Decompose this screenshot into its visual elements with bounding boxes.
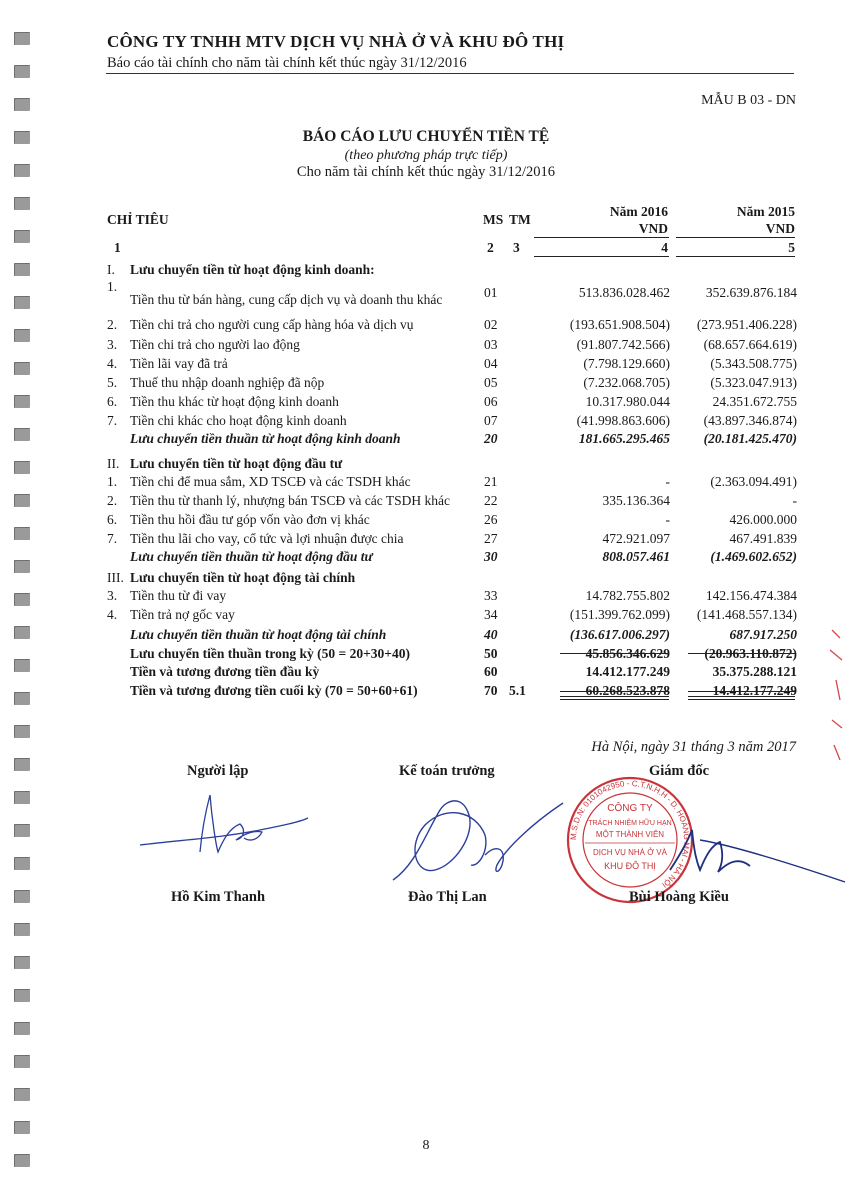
row-label: Tiền thu khác từ hoạt động kinh doanh [130,394,339,409]
value-2016: (193.651.908.504) [569,317,670,332]
row-code: 34 [484,607,498,622]
column-rule-2016 [534,237,669,238]
table-row [107,337,797,355]
preparer-title: Người lập [187,763,249,779]
row-code: 50 [484,646,498,661]
table-row [107,375,797,393]
row-label: Tiền chi trả cho người lao động [130,337,300,352]
binding-hole [14,1055,30,1068]
value-2016: 45.856.346.629 [585,646,670,661]
row-number: 5. [107,375,118,390]
value-2015: (68.657.664.619) [703,337,797,352]
row-code: 06 [484,394,498,409]
value-2015: (2.363.094.491) [710,474,797,489]
column-rule-2015-bottom [676,256,795,257]
row-label: Tiền lãi vay đã trả [130,356,228,371]
binding-hole [14,593,30,606]
binding-hole [14,725,30,738]
total-underline [560,653,669,654]
table-row [107,493,797,511]
row-label: Lưu chuyển tiền từ hoạt động đầu tư [130,456,343,471]
report-title: BÁO CÁO LƯU CHUYỂN TIỀN TỆ [302,128,550,145]
row-label: Lưu chuyển tiền từ hoạt động tài chính [130,570,356,585]
binding-hole [14,329,30,342]
binding-hole [14,1154,30,1167]
binding-hole [14,890,30,903]
preparer-signature [140,790,310,870]
row-number: 2. [107,317,118,332]
report-subtitle: Báo cáo tài chính cho năm tài chính kết thúc ngày 31/12/2016 [107,55,467,71]
binding-hole [14,461,30,474]
binding-hole [14,560,30,573]
director-name: Bùi Hoàng Kiều [629,889,729,905]
binding-hole [14,1022,30,1035]
value-2015: (5.323.047.913) [710,375,797,390]
row-code: 60 [484,664,498,679]
binding-hole [14,824,30,837]
binding-hole [14,197,30,210]
total-underline [688,653,795,654]
value-2015: (141.468.557.134) [696,607,797,622]
value-2016: 10.317.980.044 [585,394,670,409]
value-2015: 14.412.177.249 [712,683,797,698]
row-label: Lưu chuyển tiền từ hoạt động kinh doanh: [130,262,375,277]
row-label: Tiền thu từ đi vay [130,588,227,603]
value-2016: 513.836.028.462 [578,285,670,300]
row-number: 1. [107,474,118,489]
row-label: Tiền thu từ bán hàng, cung cấp dịch vụ và doanh thu khác [130,292,443,307]
column-rule-2015 [676,237,795,238]
row-number: 2. [107,493,118,508]
column-number-5: 5 [788,240,795,255]
accountant-name: Đào Thị Lan [408,889,487,905]
binding-hole [14,923,30,936]
value-2015: (20.181.425.470) [703,431,797,446]
value-2016: (136.617.006.297) [569,627,670,642]
binding-hole [14,362,30,375]
binding-hole [14,989,30,1002]
row-number: 6. [107,394,118,409]
binding-hole [14,659,30,672]
value-2016: (91.807.742.566) [576,337,670,352]
director-title: Giám đốc [649,763,710,779]
row-code: 04 [484,356,498,371]
report-method: (theo phương pháp trực tiếp) [344,148,508,163]
value-2016: 808.057.461 [602,549,670,564]
value-2015: (20.963.110.872) [704,646,797,661]
value-2015: - [792,493,797,508]
row-code: 30 [484,549,498,564]
accountant-title: Kế toán trưởng [399,763,495,779]
binding-hole [14,32,30,45]
value-2015: 352.639.876.184 [705,285,797,300]
row-code: 27 [484,531,498,546]
row-code: 03 [484,337,498,352]
table-row [107,664,797,682]
binding-hole [14,857,30,870]
table-row [107,607,797,625]
row-code: 70 [484,683,498,698]
value-2015: (43.897.346.874) [703,413,797,428]
column-number-3: 3 [513,240,520,255]
row-number: I. [107,262,115,277]
total-double-underline [688,696,795,697]
row-number: 6. [107,512,118,527]
total-double-underline [688,699,795,700]
binding-hole [14,758,30,771]
stamp-line: DỊCH VỤ NHÀ Ở VÀ [593,848,667,857]
margin-marks [826,620,848,770]
form-code: MẪU B 03 - DN [701,93,796,108]
row-code: 40 [484,627,498,642]
value-2016: 14.782.755.802 [585,588,670,603]
preparer-name: Hồ Kim Thanh [171,889,266,905]
row-label: Lưu chuyển tiền thuần từ hoạt động tài chính [130,627,387,642]
row-label: Lưu chuyển tiền thuần trong kỳ (50 = 20+30+40) [130,646,410,661]
row-code: 26 [484,512,498,527]
value-2016: 472.921.097 [602,531,670,546]
table-row [107,627,797,645]
row-label: Tiền chi trả cho người cung cấp hàng hóa và dịch vụ [130,317,414,332]
value-2015: 467.491.839 [729,531,797,546]
value-2015: 687.917.250 [729,627,797,642]
column-rule-2016-bottom [534,256,669,257]
row-code: 07 [484,413,498,428]
row-note: 5.1 [509,683,526,698]
row-code: 20 [484,431,498,446]
row-label: Tiền chi khác cho hoạt động kinh doanh [130,413,347,428]
table-row [107,279,797,307]
value-2016: - [665,512,670,527]
total-underline [560,691,669,692]
table-row [107,456,797,474]
binding-hole [14,791,30,804]
total-underline [688,691,795,692]
value-2016: (41.998.863.606) [576,413,670,428]
total-double-underline [560,696,669,697]
value-2015: (273.951.406.228) [696,317,797,332]
binding-hole [14,230,30,243]
row-label: Tiền và tương đương tiền đầu kỳ [130,664,320,679]
table-row [107,474,797,492]
column-header-2016-unit: VND [638,221,668,236]
column-header-2016-year: Năm 2016 [609,204,668,219]
value-2016: (151.399.762.099) [569,607,670,622]
value-2016: (7.798.129.660) [583,356,670,371]
binding-hole [14,98,30,111]
row-label: Tiền chi để mua sắm, XD TSCĐ và các TSDH khác [130,474,411,489]
column-number-2: 2 [487,240,494,255]
value-2016: 60.268.523.878 [585,683,670,698]
value-2015: 426.000.000 [729,512,797,527]
binding-hole [14,428,30,441]
column-header-ms: MS [483,212,504,227]
director-signature [640,800,850,890]
accountant-signature [385,795,565,895]
page-number: 8 [422,1138,430,1153]
table-row [107,531,797,549]
column-header-2015-unit: VND [765,221,795,236]
table-row [107,413,797,431]
stamp-line: TRÁCH NHIỆM HỮU HẠN [588,820,672,827]
value-2015: (1.469.602.652) [710,549,797,564]
column-number-1: 1 [114,240,121,255]
table-row [107,356,797,374]
row-number: 7. [107,413,118,428]
table-row [107,262,797,280]
stamp-line: MỘT THÀNH VIÊN [595,830,665,839]
row-number: 3. [107,337,118,352]
row-label: Tiền và tương đương tiền cuối kỳ (70 = 50+60+61) [130,683,418,698]
row-label: Tiền trả nợ gốc vay [130,607,235,622]
row-label: Lưu chuyển tiền thuần từ hoạt động đầu tư [130,549,373,564]
binding-hole [14,527,30,540]
row-number: 4. [107,607,118,622]
row-label: Tiền thu từ thanh lý, nhượng bán TSCĐ và các TSDH khác [130,493,450,508]
total-double-underline [560,699,669,700]
column-header-item: CHỈ TIÊU [107,212,169,227]
binding-hole [14,692,30,705]
row-label: Tiền thu lãi cho vay, cổ tức và lợi nhuận được chia [130,531,404,546]
binding-hole [14,626,30,639]
row-code: 22 [484,493,498,508]
binding-hole [14,296,30,309]
binding-hole [14,395,30,408]
place-date: Hà Nội, ngày 31 tháng 3 năm 2017 [591,739,796,755]
table-row [107,570,797,588]
binding-hole [14,956,30,969]
row-code: 33 [484,588,498,603]
row-number: 7. [107,531,118,546]
row-code: 02 [484,317,498,332]
row-label: Thuế thu nhập doanh nghiệp đã nộp [130,375,325,390]
stamp-line: KHU ĐÔ THỊ [604,861,656,871]
value-2016: 14.412.177.249 [585,664,670,679]
stamp-line: CÔNG TY [607,803,653,814]
table-row [107,549,797,567]
table-row [107,646,797,664]
company-name: CÔNG TY TNHH MTV DỊCH VỤ NHÀ Ở VÀ KHU ĐÔ THỊ [107,32,565,51]
row-label: Lưu chuyển tiền thuần từ hoạt động kinh doanh [130,431,401,446]
binding-hole [14,65,30,78]
value-2015: (5.343.508.775) [710,356,797,371]
row-number: II. [107,456,120,471]
value-2016: - [665,474,670,489]
row-label: Tiền thu hồi đầu tư góp vốn vào đơn vị khác [130,512,370,527]
row-code: 01 [484,285,498,300]
row-code: 21 [484,474,498,489]
value-2015: 35.375.288.121 [712,664,797,679]
table-row [107,588,797,606]
binding-hole [14,1088,30,1101]
value-2015: 142.156.474.384 [705,588,797,603]
binding-hole [14,263,30,276]
row-number: III. [107,570,124,585]
binding-hole [14,1121,30,1134]
row-code: 05 [484,375,498,390]
binding-hole [14,494,30,507]
stamp-ring-text: M.S.D.N: 0101042950 - C.T.N.H.H - D. HOÀNG MAI - HÀ NỘI [568,778,692,890]
value-2016: 181.665.295.465 [578,431,670,446]
header-divider [106,73,794,74]
column-header-2015-year: Năm 2015 [736,204,795,219]
table-row [107,512,797,530]
row-number: 4. [107,356,118,371]
value-2016: 335.136.364 [602,493,670,508]
report-period: Cho năm tài chính kết thúc ngày 31/12/2016 [296,164,556,180]
value-2015: 24.351.672.755 [712,394,797,409]
table-row [107,317,797,335]
row-number: 3. [107,588,118,603]
table-row [107,431,797,449]
column-header-tm: TM [509,212,531,227]
row-number: 1. [107,279,118,294]
table-row [107,394,797,412]
value-2016: (7.232.068.705) [583,375,670,390]
column-number-4: 4 [661,240,668,255]
